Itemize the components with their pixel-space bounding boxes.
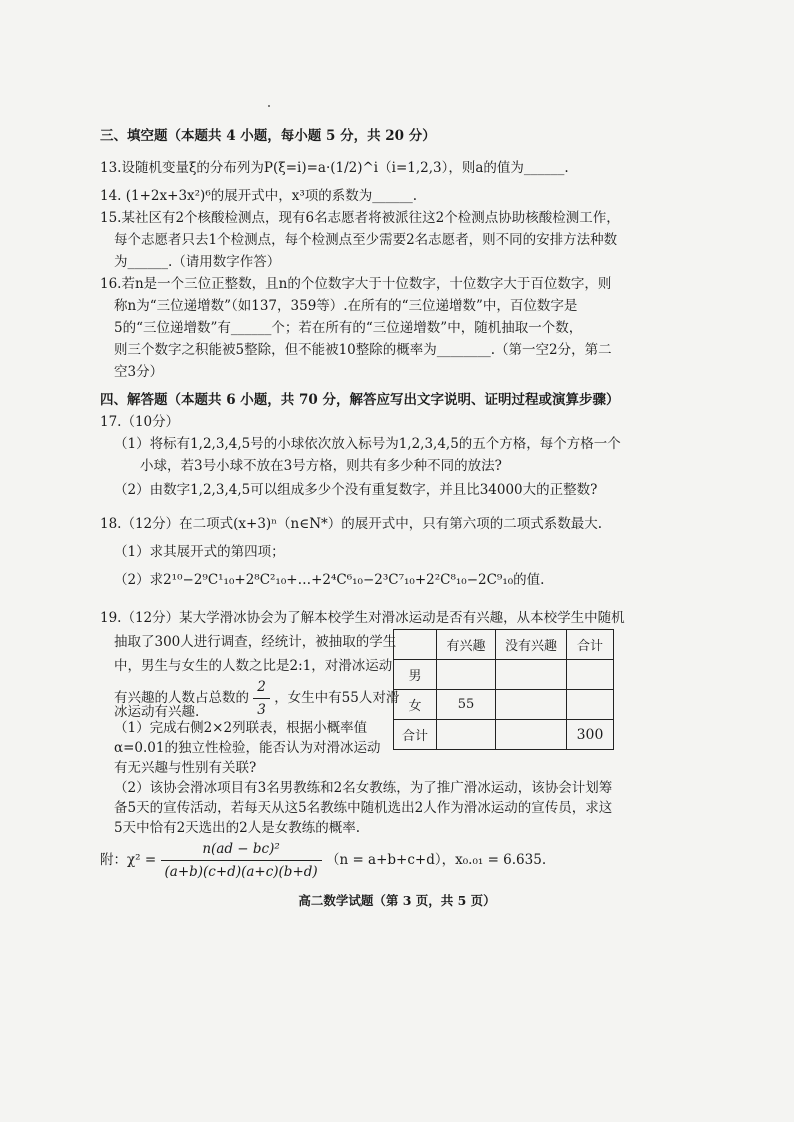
question-17-part-2: （2）由数字1,2,3,4,5可以组成多少个没有重复数字，并且比34000大的正整数?: [114, 482, 598, 498]
question-14: 14. (1+2x+3x²)⁶的展开式中，x³项的系数为______.: [100, 188, 418, 204]
table-cell: 300: [567, 720, 614, 750]
table-cell: [496, 690, 567, 720]
question-16-line-5: 空3分）: [114, 364, 164, 380]
table-cell: [496, 660, 567, 690]
table-cell: 女: [394, 690, 437, 720]
table-header-row: [394, 630, 614, 660]
question-18-part-1: （1）求其展开式的第四项；: [114, 544, 285, 560]
question-17-part-1-line-2: 小球，若3号小球不放在3号方格，则共有多少种不同的放法?: [140, 458, 502, 474]
table-header-cell: 有兴趣: [437, 630, 496, 660]
table-cell: [567, 660, 614, 690]
table-cell: 合计: [394, 720, 437, 750]
question-13: 13.设随机变量ξ的分布列为P(ξ=i)=a·(1/2)^i（i=1,2,3），则a的值为______.: [100, 160, 569, 176]
question-19-part-1-line-3: 有无兴趣与性别有关联?: [114, 760, 257, 776]
question-16-line-2: 称n为“三位递增数”（如137，359等）.在所有的“三位递增数”中，百位数字是: [114, 298, 578, 314]
question-16-line-3: 5的“三位递增数”有______个；若在所有的“三位递增数”中，随机抽取一个数，: [114, 320, 583, 336]
question-19-line-c-text-1: 有兴趣的人数占总数的: [114, 690, 249, 706]
question-15-line-3: 为______.（请用数字作答）: [114, 254, 281, 270]
question-18-header: 18.（12分）在二项式(x+3)ⁿ（n∈N*）的展开式中，只有第六项的二项式系数最大.: [100, 516, 603, 532]
question-15-line-1: 15.某社区有2个核酸检测点，现有6名志愿者将被派往这2个检测点协助核酸检测工作，: [100, 210, 620, 226]
page-footer: 高二数学试题（第 3 页，共 5 页）: [298, 893, 496, 908]
table-cell: 55: [437, 690, 496, 720]
table-cell: [437, 720, 496, 750]
table-row: [394, 660, 614, 690]
section-3-title: 三、填空题（本题共 4 小题，每小题 5 分，共 20 分）: [100, 128, 436, 144]
question-18-part-2: （2）求2¹⁰−2⁹C¹₁₀+2⁸C²₁₀+…+2⁴C⁶₁₀−2³C⁷₁₀+2²C⁸₁₀−2C⁹₁₀的值.: [114, 572, 545, 588]
contingency-table: [393, 629, 614, 750]
scan-speck: [268, 105, 270, 107]
table-cell: [437, 660, 496, 690]
table-row: [394, 690, 614, 720]
table-header-cell: [394, 630, 437, 660]
table-cell: [567, 690, 614, 720]
fraction-denominator: 3: [257, 702, 266, 718]
question-19-part-1-line-1: （1）完成右侧2×2列联表，根据小概率值: [114, 720, 368, 736]
question-16-line-4: 则三个数字之积能被5整除，但不能被10整除的概率为________.（第一空2分，第二: [114, 342, 612, 358]
question-19-line-d: 冰运动有兴趣.: [114, 704, 200, 720]
two-thirds-fraction: [253, 676, 270, 721]
question-17-part-1-line-1: （1）将标有1,2,3,4,5号的小球依次放入标号为1,2,3,4,5的五个方格，每个方格一个: [114, 436, 621, 452]
fraction-numerator: 2: [253, 676, 270, 699]
appendix-label: 附：χ² =: [100, 852, 157, 868]
table-cell: [496, 720, 567, 750]
appendix-rest: （n = a+b+c+d），x₀.₀₁ = 6.635.: [325, 852, 547, 868]
appendix-formula: [100, 838, 546, 883]
chi-square-fraction: [161, 838, 322, 883]
section-4-title: 四、解答题（本题共 6 小题，共 70 分，解答应写出文字说明、证明过程或演算步骤）: [100, 392, 620, 408]
table-cell: 男: [394, 660, 437, 690]
chi-square-denominator: (a+b)(c+d)(a+c)(b+d): [164, 864, 318, 880]
chi-square-numerator: n(ad − bc)²: [161, 838, 322, 861]
question-19-part-2-line-3: 5天中恰有2天选出的2人是女教练的概率.: [114, 820, 361, 836]
question-19-line-b: 中，男生与女生的人数之比是2:1，对滑冰运动: [114, 658, 393, 674]
question-19-part-2-line-2: 备5天的宣传活动，若每天从这5名教练中随机选出2人作为滑冰运动的宣传员，求这: [114, 800, 613, 816]
table-header-cell: 没有兴趣: [496, 630, 567, 660]
question-19-part-2-line-1: （2）该协会滑冰项目有3名男教练和2名女教练，为了推广滑冰运动，该协会计划筹: [114, 780, 613, 796]
question-19-part-1-line-2: α=0.01的独立性检验，能否认为对滑冰运动: [114, 740, 381, 756]
question-19-line-c-text-2: ，女生中有55人对滑: [274, 690, 400, 706]
question-16-line-1: 16.若n是一个三位正整数，且n的个位数字大于十位数字，十位数字大于百位数字，则: [100, 276, 612, 292]
table-row: [394, 720, 614, 750]
question-15-line-2: 每个志愿者只去1个检测点，每个检测点至少需要2名志愿者，则不同的安排方法种数: [114, 232, 618, 248]
question-19-header: 19.（12分）某大学滑冰协会为了解本校学生对滑冰运动是否有兴趣，从本校学生中随机: [100, 610, 625, 626]
table-header-cell: 合计: [567, 630, 614, 660]
question-19-line-a: 抽取了300人进行调查，经统计，被抽取的学生: [114, 634, 397, 650]
question-17-header: 17.（10分）: [100, 414, 180, 430]
